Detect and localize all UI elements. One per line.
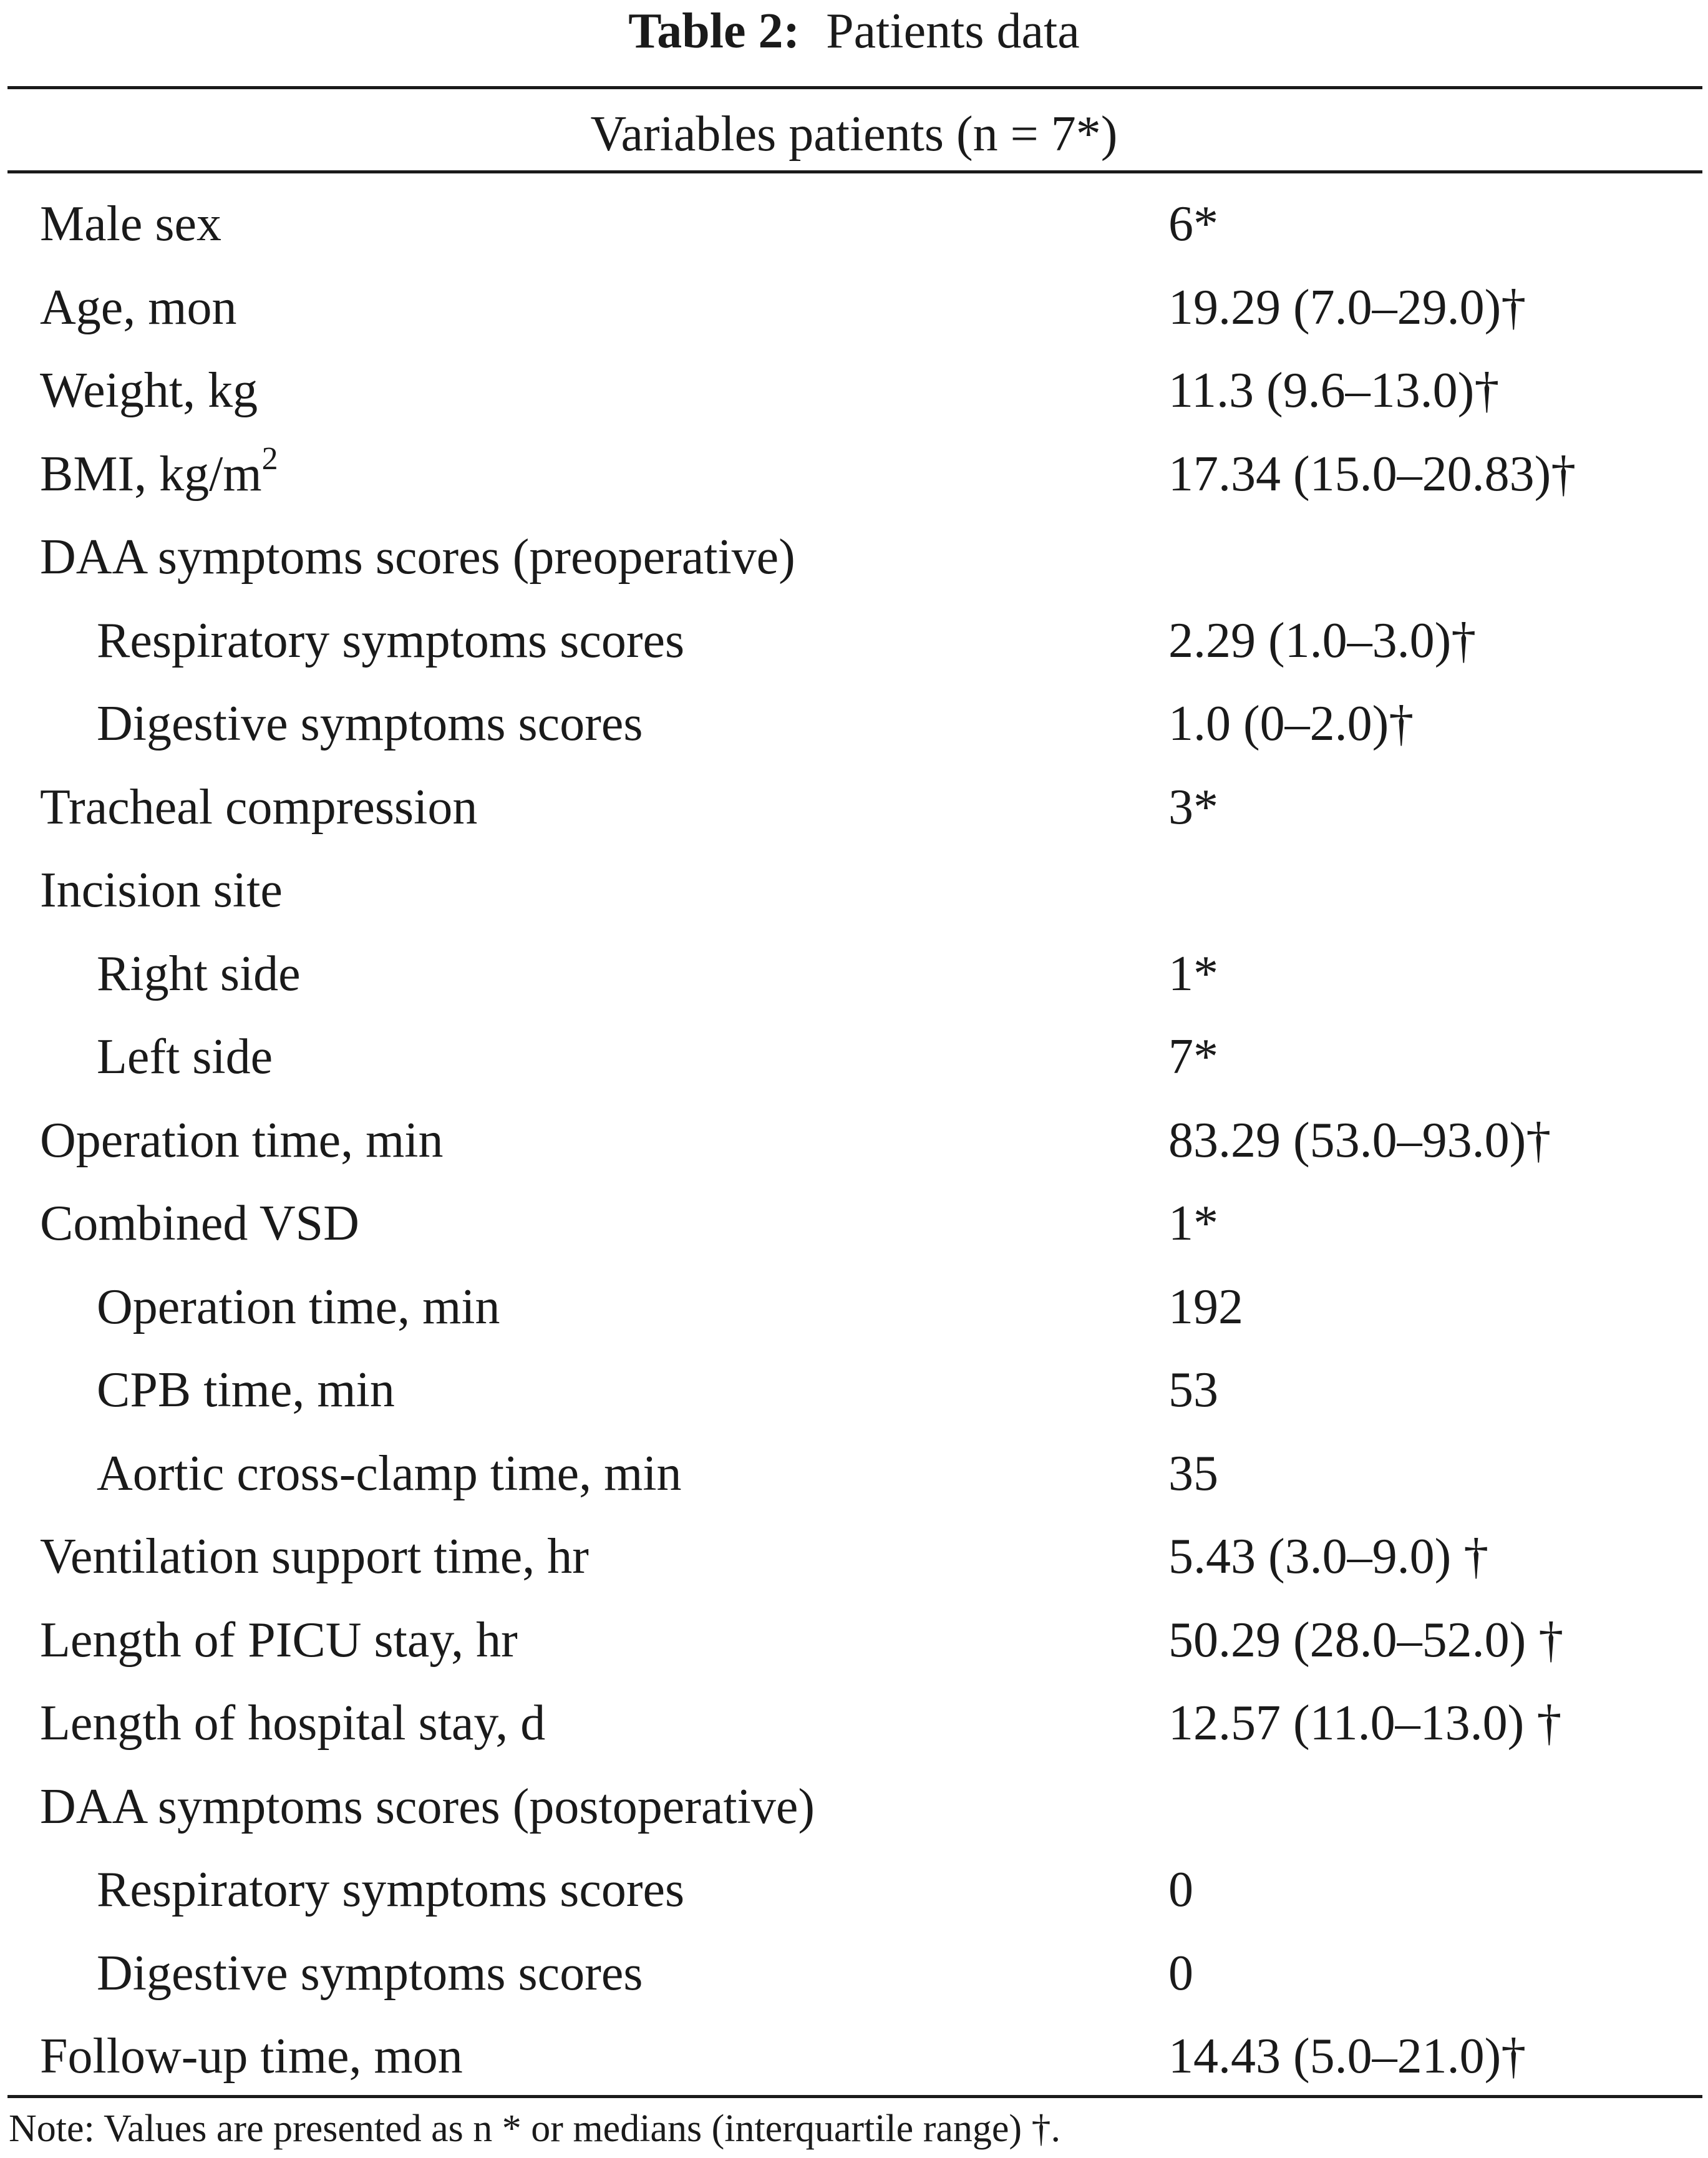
table-row [0, 183, 1708, 266]
row-value: 12.57 (11.0–13.0) † [1168, 1696, 1562, 1751]
top-rule [7, 86, 1702, 89]
row-label-superscript: 2 [261, 440, 278, 477]
row-value: 83.29 (53.0–93.0)† [1168, 1112, 1551, 1168]
row-value: 14.43 (5.0–21.0)† [1168, 2029, 1526, 2084]
row-value: 7* [1168, 1029, 1218, 1084]
row-value: 11.3 (9.6–13.0)† [1168, 363, 1500, 418]
row-label: Length of hospital stay, d [40, 1696, 546, 1751]
row-label: DAA symptoms scores (postoperative) [40, 1779, 815, 1834]
table-note: Note: Values are presented as n * or medians (interquartile range) †. [9, 2107, 1061, 2150]
row-label: CPB time, min [97, 1363, 395, 1417]
table-row [0, 683, 1708, 766]
row-label: Left side [97, 1029, 273, 1084]
row-value: 19.29 (7.0–29.0)† [1168, 279, 1526, 335]
row-label: Right side [97, 946, 301, 1001]
row-value: 17.34 (15.0–20.83)† [1168, 446, 1576, 502]
table-row [0, 1016, 1708, 1099]
row-value: 53 [1168, 1363, 1218, 1417]
table-row [0, 433, 1708, 517]
table-caption-label: Table 2: [628, 3, 800, 59]
table-row [0, 1766, 1708, 1849]
table-row [0, 1682, 1708, 1766]
row-label: Digestive symptoms scores [97, 696, 643, 751]
row-label: Ventilation support time, hr [40, 1529, 589, 1584]
table-row [0, 1182, 1708, 1266]
row-value: 50.29 (28.0–52.0) † [1168, 1612, 1564, 1668]
table-row [0, 266, 1708, 350]
table-caption-title: Patients data [826, 3, 1080, 59]
row-value: 0 [1168, 1945, 1193, 2001]
table-row [0, 1349, 1708, 1432]
row-label: Weight, kg [40, 363, 258, 418]
table-row [0, 1849, 1708, 1932]
table-row [0, 349, 1708, 433]
row-label: Operation time, min [40, 1112, 444, 1168]
table-body [0, 183, 1708, 2099]
row-label: Age, mon [40, 279, 237, 335]
row-label: Aortic cross-clamp time, min [97, 1446, 682, 1501]
bottom-rule [7, 2095, 1702, 2098]
table-row [0, 933, 1708, 1016]
table-header [0, 100, 1708, 168]
row-label: Respiratory symptoms scores [97, 613, 685, 668]
table-row [0, 766, 1708, 850]
table-row [0, 1599, 1708, 1683]
row-value: 1* [1168, 1196, 1218, 1251]
row-value: 1.0 (0–2.0)† [1168, 696, 1414, 751]
table-row [0, 516, 1708, 600]
row-label: Tracheal compression [40, 779, 478, 835]
row-value: 0 [1168, 1862, 1193, 1917]
row-value: 3* [1168, 779, 1218, 835]
row-value: 5.43 (3.0–9.0) † [1168, 1529, 1489, 1584]
table-row [0, 1932, 1708, 2016]
table-row [0, 1515, 1708, 1599]
row-value: 192 [1168, 1279, 1243, 1334]
row-value: 1* [1168, 946, 1218, 1001]
row-label: Follow-up time, mon [40, 2029, 463, 2084]
table-row [0, 1099, 1708, 1183]
row-label: Length of PICU stay, hr [40, 1612, 518, 1668]
table-row [0, 849, 1708, 933]
table-caption [0, 0, 1708, 62]
row-value: 2.29 (1.0–3.0)† [1168, 613, 1477, 668]
table-row [0, 2015, 1708, 2099]
table-row [0, 600, 1708, 683]
row-label: Combined VSD [40, 1196, 359, 1251]
row-label: Digestive symptoms scores [97, 1945, 643, 2001]
table-header-text: Variables patients (n = 7*) [590, 106, 1118, 162]
row-label: BMI, $kg/m^2$ [40, 440, 278, 502]
row-label: DAA symptoms scores (preoperative) [40, 530, 795, 585]
table-row [0, 1266, 1708, 1349]
header-rule [7, 170, 1702, 173]
row-label: Male sex [40, 197, 222, 251]
row-value: 35 [1168, 1446, 1218, 1501]
row-label: Operation time, min [97, 1279, 500, 1334]
row-value: 6* [1168, 197, 1218, 251]
row-label: Respiratory symptoms scores [97, 1862, 685, 1917]
table-row [0, 1432, 1708, 1516]
row-label: Incision site [40, 863, 283, 918]
